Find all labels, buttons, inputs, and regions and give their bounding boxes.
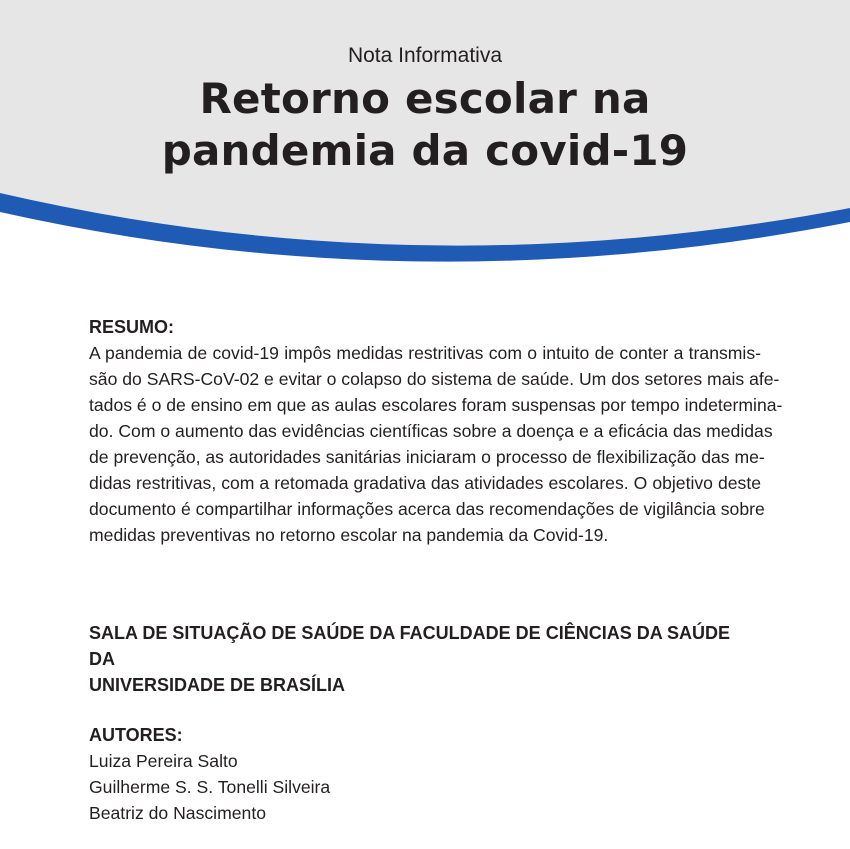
resumo-line: didas restritivas, com a retomada gradativa das atividades escolares. O objetivo deste [89,473,761,493]
author-name: Guilherme S. S. Tonelli Silveira [89,777,331,797]
resumo-line: A pandemia de covid-19 impôs medidas restritivas com o intuito de conter a transmis- [89,343,761,363]
document-title [0,73,850,177]
resumo-line: documento é compartilhar informações acerca das recomendações de vigilância sobre [89,499,765,519]
organization-line: UNIVERSIDADE DE BRASÍLIA [89,675,346,695]
title-line: Retorno escolar na [199,74,651,123]
resumo-line: de prevenção, as autoridades sanitárias iniciaram o processo de flexibilização das me- [89,447,765,467]
author-name: Luiza Pereira Salto [89,751,238,771]
resumo-line: são do SARS-CoV-02 e evitar o colapso do sistema de saúde. Um dos setores mais afe- [89,369,780,389]
organization-section [89,620,761,698]
author-name: Beatriz do Nascimento [89,803,266,823]
resumo-section [89,314,783,548]
resumo-line: tados é o de ensino em que as aulas escolares foram suspensas por tempo indetermina- [89,395,783,415]
resumo-text [89,340,783,548]
resumo-line: do. Com o aumento das evidências científicas sobre a doença e a eficácia das medidas [89,421,773,441]
autores-label: AUTORES: [89,725,183,745]
title-line: pandemia da covid-19 [161,126,689,175]
organization-line: SALA DE SITUAÇÃO DE SAÚDE DA FACULDADE DE CIÊNCIAS DA SAÚDE DA [89,623,731,669]
document-type: Nota Informativa [347,44,503,67]
organization-name [89,620,761,698]
resumo-label: RESUMO: [89,317,174,337]
autores-section [89,722,761,826]
resumo-line: medidas preventivas no retorno escolar na pandemia da Covid-19. [89,525,609,545]
